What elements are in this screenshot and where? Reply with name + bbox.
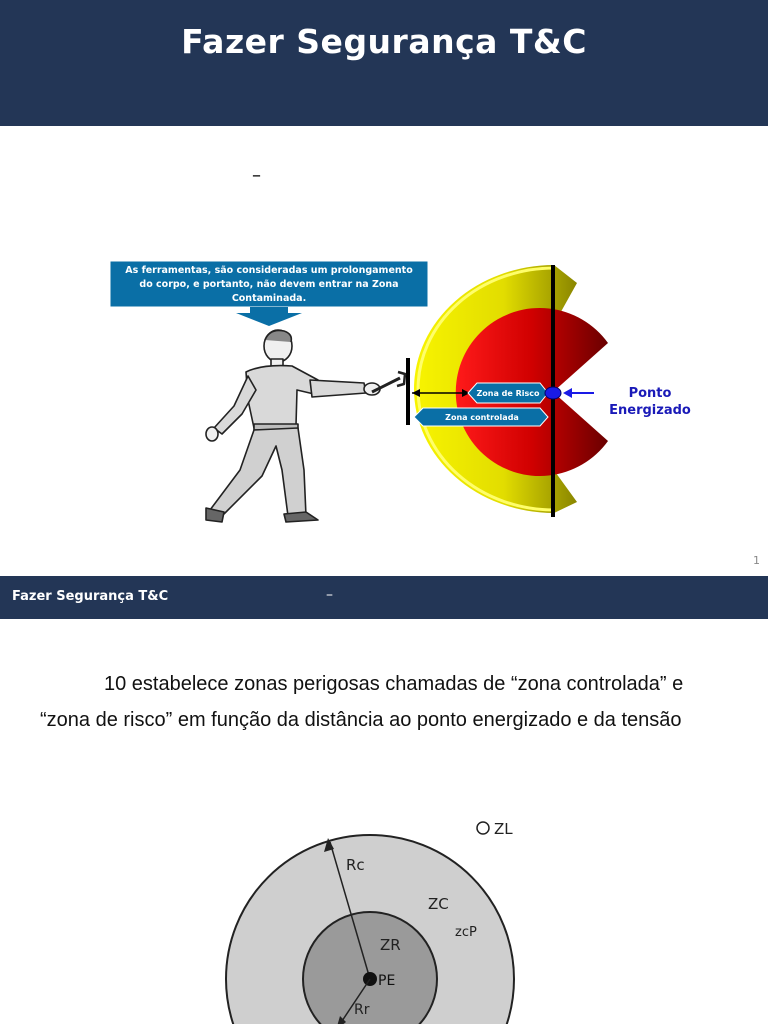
body-text-line-2: “zona de risco” em função da distância ao ponto energizado e da tensão (40, 709, 682, 731)
zcp-label: zcP (455, 925, 477, 940)
zr-label: ZR (380, 936, 401, 954)
slide-2 (0, 576, 768, 1024)
tools-callout (110, 261, 428, 326)
worker-figure (206, 330, 405, 522)
zona-controlada-arrow (414, 408, 548, 426)
energized-point-marker (545, 387, 561, 399)
callout-line-2: do corpo, e portanto, não devem entrar na Zona (139, 279, 399, 290)
slide-2-header-title: Fazer Segurança T&C (12, 589, 169, 604)
energizado-label: Energizado (609, 403, 691, 418)
zones-circle-diagram (0, 576, 768, 1024)
pe-label: PE (378, 973, 396, 989)
zona-de-risco-arrow (468, 383, 548, 403)
zl-label: ZL (494, 820, 513, 838)
callout-line-1: As ferramentas, são consideradas um prolongamento (125, 265, 413, 276)
zc-label: ZC (428, 895, 449, 913)
zl-marker-circle (477, 822, 489, 834)
slide-number: 1 (753, 554, 760, 567)
callout-line-3: Contaminada. (231, 293, 307, 304)
zona-de-risco-label: Zona de Risco (476, 389, 540, 398)
slide-1-dash: – (252, 165, 261, 186)
rr-label: Rr (354, 1002, 370, 1018)
slide-1-title: Fazer Segurança T&C (181, 22, 587, 61)
body-text-line-1: 10 estabelece zonas perigosas chamadas de “zona controlada” e (104, 673, 684, 695)
ponto-label: Ponto (628, 386, 672, 401)
slide-2-header-dash: – (326, 587, 333, 603)
callout-arrow (236, 307, 302, 326)
zona-controlada-label: Zona controlada (445, 413, 519, 422)
rc-label: Rc (346, 856, 365, 874)
